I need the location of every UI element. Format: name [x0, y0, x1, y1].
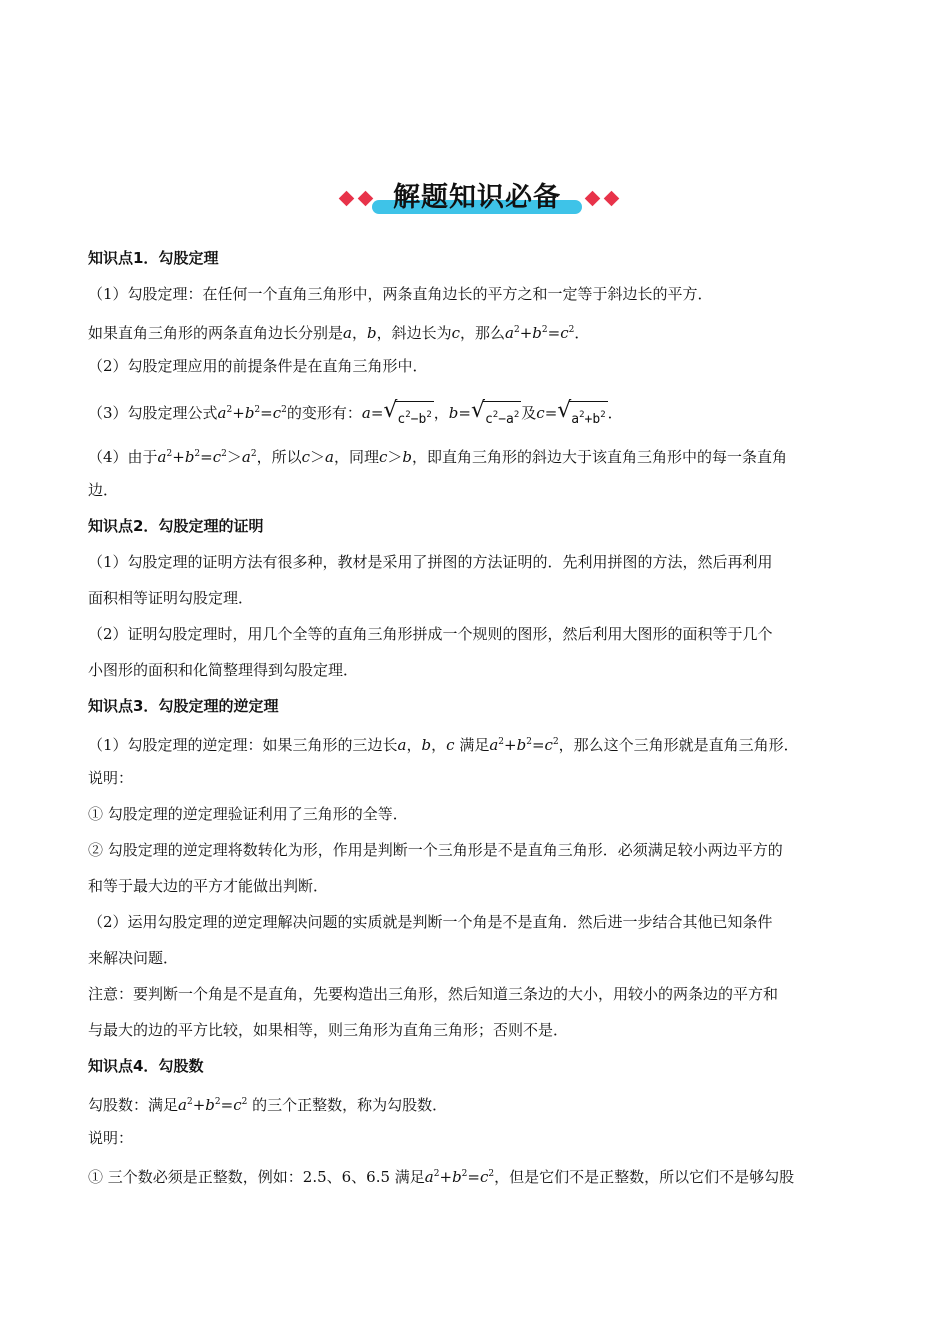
- section-banner: [0, 178, 950, 222]
- paragraph: （2）证明勾股定理时，用几个全等的直角三角形拼成一个规则的图形，然后利用大图形的面积等于几个: [88, 625, 773, 643]
- paragraph: 来解决问题．: [88, 949, 179, 967]
- paragraph-formula: （3）勾股定理公式$a^2+b^2=c^2$的变形有：a= √ $c^2-b^2$ ，b= √ $c^2-a^2$ 及c= √ $a^2+b^2$ ．: [88, 384, 868, 436]
- heading-knowledge-2: 知识点2．勾股定理的证明: [88, 517, 264, 535]
- paragraph: 与最大的边的平方比较，如果相等，则三角形为直角三角形；否则不是．: [88, 1021, 569, 1039]
- paragraph: ② 勾股定理的逆定理将数转化为形，作用是判断一个三角形是不是直角三角形．必须满足较小两边平方的: [88, 841, 783, 859]
- paragraph: （1）勾股定理的证明方法有很多种，教材是采用了拼图的方法证明的．先利用拼图的方法，然后再利用: [88, 553, 773, 571]
- paragraph: （1）勾股定理的逆定理：如果三角形的三边长a，b，c 满足$a^2+b^2=c^2$，那么这个三角形就是直角三角形．: [88, 736, 799, 754]
- paragraph: （2）运用勾股定理的逆定理解决问题的实质就是判断一个角是不是直角．然后进一步结合其他已知条件: [88, 913, 773, 931]
- diamond-icon-left: [338, 190, 374, 207]
- heading-knowledge-1: 知识点1．勾股定理: [88, 249, 219, 267]
- paragraph: 勾股数：满足$a^2+b^2=c^2$ 的三个正整数，称为勾股数．: [88, 1096, 448, 1114]
- paragraph: 和等于最大边的平方才能做出判断．: [88, 877, 329, 895]
- sqrt-expression: √ $a^2+b^2$: [557, 401, 607, 427]
- sqrt-expression: √ $c^2-a^2$: [471, 401, 521, 427]
- note-label: 说明：: [88, 769, 134, 787]
- paragraph: 面积相等证明勾股定理．: [88, 589, 254, 607]
- paragraph: 边．: [88, 481, 119, 499]
- paragraph: ① 勾股定理的逆定理验证利用了三角形的全等．: [88, 805, 408, 823]
- note-label: 说明：: [88, 1129, 134, 1147]
- paragraph: 小图形的面积和化简整理得到勾股定理．: [88, 661, 359, 679]
- paragraph: （1）勾股定理：在任何一个直角三角形中，两条直角边长的平方之和一定等于斜边长的平方．: [88, 285, 713, 303]
- heading-knowledge-4: 知识点4．勾股数: [88, 1057, 204, 1075]
- sqrt-expression: √ $c^2-b^2$: [383, 401, 433, 427]
- document-body: [88, 240, 868, 1192]
- paragraph: ① 三个数必须是正整数，例如：2.5、6、6.5 满足$a^2+b^2=c^2$，但是它们不是正整数，所以它们不是够勾股: [88, 1168, 795, 1186]
- diamond-icon-right: [584, 190, 620, 207]
- heading-knowledge-3: 知识点3．勾股定理的逆定理: [88, 697, 279, 715]
- paragraph: （4）由于$a^2+b^2=c^2>a^2$，所以c＞a，同理c＞b，即直角三角形的斜边大于该直角三角形中的每一条直角: [88, 448, 788, 466]
- banner-title: 解题知识必备: [393, 182, 561, 213]
- paragraph: （2）勾股定理应用的前提条件是在直角三角形中．: [88, 357, 428, 375]
- paragraph: 如果直角三角形的两条直角边长分别是a，b，斜边长为c，那么$a^2+b^2=c^2$．: [88, 324, 590, 342]
- paragraph: 注意：要判断一个角是不是直角，先要构造出三角形，然后知道三条边的大小，用较小的两条边的平方和: [88, 985, 779, 1003]
